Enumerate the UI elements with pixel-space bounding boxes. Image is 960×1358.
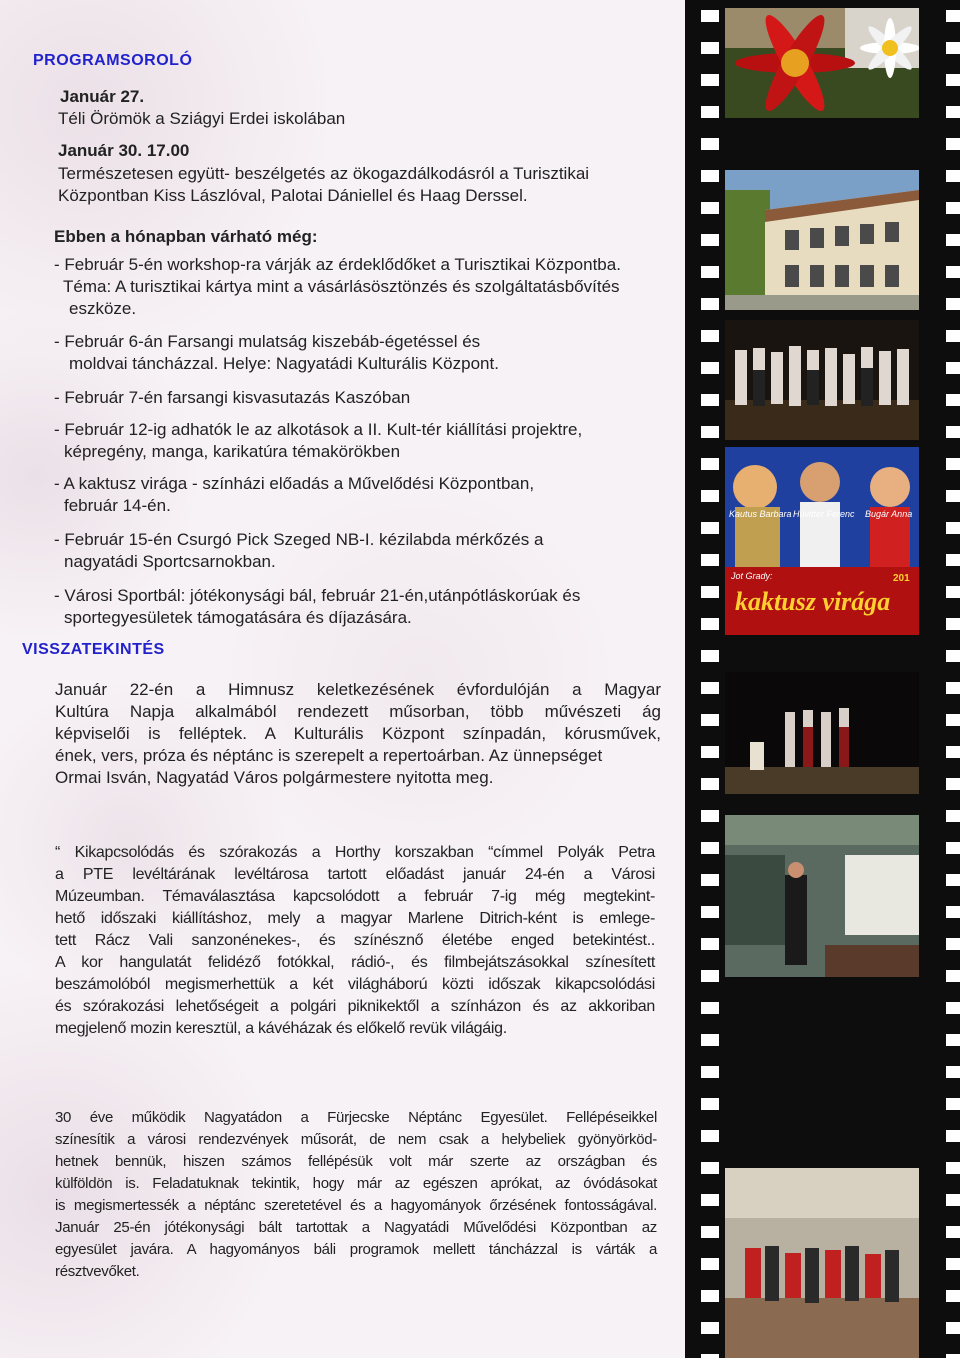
p1-line: Január 22-én a Himnusz keletkezésének évfordulóján a Magyar: [55, 680, 661, 699]
p2-line: és szórakozási lehetőségeit a polgári piknikektől a színházon és az akkoriban: [55, 998, 655, 1015]
feb5-line3: eszköze.: [69, 299, 137, 318]
event-date-jan27: Január 27.: [60, 87, 145, 106]
feb12-line1: - Február 12-ig adhatók le az alkotások a II. Kult-tér kiállítási projektre,: [54, 420, 583, 439]
month-heading: Ebben a hónapban várható még:: [54, 227, 318, 246]
film-perforation-right: [946, 0, 960, 1358]
feb6-line2: moldvai táncházzal. Helye: Nagyatádi Kulturális Központ.: [69, 354, 499, 373]
p3-line: hetnek bennük, hiszen számos fellépésük volt már szerte az országban és: [55, 1153, 657, 1170]
feb6-line1: - Február 6-án Farsangi mulatság kiszebáb-égetéssel és: [54, 332, 481, 351]
photo-stage-concert: [725, 672, 919, 794]
feb15-line2: nagyatádi Sportcsarnokban.: [64, 552, 276, 571]
p1-line: ének, vers, próza és néptánc is szerepelt a repertoárban. Az ünnepséget: [55, 746, 603, 765]
p3-line: színesítik a városi rendezvények műsorát, de nem csak a helybeliek gyönyörköd-: [55, 1131, 657, 1148]
poster-name-1: Kautus Barbara: [729, 509, 792, 519]
retro-heading: VISSZATEKINTÉS: [22, 641, 165, 658]
event-text-jan27: Téli Örömök a Sziágyi Erdei iskolában: [58, 109, 346, 128]
poster-name-3: Bugár Anna: [865, 509, 913, 519]
poster-title: kaktusz virága: [735, 587, 891, 616]
feb15-line1: - Február 15-én Csurgó Pick Szeged NB-I. kézilabda mérkőzés a: [54, 530, 544, 549]
p1-line: Ormai Isván, Nagyatád Város polgármestere nyitotta meg.: [55, 768, 494, 787]
p2-line: A kor hangulatát felidéző fotókkal, rádió-, és filmbejátszásokkal színesített: [55, 954, 655, 971]
p1-line: Kultúra Napja alkalmából rendezett műsorban, több művészeti ág: [55, 702, 661, 721]
poster-author: Jot Grady:: [731, 571, 773, 581]
photo-folk-dance: [725, 1168, 919, 1358]
poster-name-2: Hüvitter Ferenc: [793, 509, 855, 519]
p2-line: a PTE levéltárának levéltárosa tartott előadást január 24-én a Városi: [55, 866, 655, 883]
event-date-jan30: Január 30. 17.00: [58, 141, 190, 160]
photo-theatre-poster: [725, 447, 919, 635]
p3-line: külföldön is. Feladatuknak tekintik, hogy már az egészen aprókat, az óvódásokat: [55, 1175, 657, 1192]
feb5-line1: - Február 5-én workshop-ra várják az érdeklődőket a Turisztikai Központba.: [54, 255, 621, 274]
photo-stage-group: [725, 320, 919, 440]
p3-line: Január 25-én jótékonysági bált tartottak a Nagyatádi Művelődési Központban az: [55, 1219, 657, 1236]
photo-museum-lecture: [725, 815, 919, 977]
feb7-line: - Február 7-én farsangi kisvasutazás Kaszóban: [54, 388, 411, 407]
film-perforation-left: [701, 0, 719, 1358]
retro-paragraph-3: [55, 1107, 657, 1283]
event-text-jan30-line2: Központban Kiss Lászlóval, Palotai Dániellel és Haag Derssel.: [58, 186, 528, 205]
p3-line: 30 éve működik Nagyatádon a Fürjecske Néptánc Egyesület. Fellépéseikkel: [55, 1109, 657, 1126]
p3-line: résztvevőket.: [55, 1263, 140, 1280]
feb5-line2: Téma: A turisztikai kártya mint a vásárlásösztönzés és szolgáltatásbővítés: [63, 277, 620, 296]
p2-line: tett Rácz Vali sanzonénekes-, és színésznő életébe enged betekintést..: [55, 932, 655, 949]
photo-daisy: [725, 8, 919, 118]
film-strip: [685, 0, 960, 1358]
feb12-line2: képregény, manga, karikatúra témakörökben: [64, 442, 401, 461]
p2-line: “ Kikapcsolódás és szórakozás a Horthy korszakban “címmel Polyák Petra: [55, 844, 655, 861]
photo-building: [725, 170, 919, 310]
program-heading: PROGRAMSOROLÓ: [33, 52, 193, 69]
p3-line: egyesület javára. A hagyományos báli programok mellett táncházzal is várták a: [55, 1241, 657, 1258]
p3-line: is megismertessék a néptánc szeretetével és a hagyományok őrzésének fontosságával.: [55, 1197, 657, 1214]
sportbal-line2: sportegyesületek támogatására és díjazására.: [64, 608, 412, 627]
kaktusz-line2: február 14-én.: [64, 496, 171, 515]
p2-line: hető időszaki kiállításhoz, mely a magyar Marlene Ditrich-ként is emlege-: [55, 910, 655, 927]
poster-year: 201: [893, 573, 910, 584]
retro-paragraph-1: [55, 679, 661, 789]
sportbal-line1: - Városi Sportbál: jótékonysági bál, február 21-én,utánpótláskorúak és: [54, 586, 581, 605]
p1-line: képviselői is felléptek. A Kulturális Központ színpadán, kórusművek,: [55, 724, 661, 743]
event-text-jan30-line1: Természetesen együtt- beszélgetés az ökogazdálkodásról a Turisztikai: [58, 164, 590, 183]
p2-line: beszámolóból megismerhettük a két világháború közti időszak kikapcsolódási: [55, 976, 655, 993]
p2-line: megjelenő mozin keresztül, a kávéházak és előkelő revük világáig.: [55, 1020, 507, 1037]
retro-paragraph-2: [55, 842, 655, 1040]
kaktusz-line1: - A kaktusz virága - színházi előadás a Művelődési Központban,: [54, 474, 535, 493]
p2-line: Múzeumban. Témaválasztása kapcsolódott a február 7-ig még megtekint-: [55, 888, 655, 905]
